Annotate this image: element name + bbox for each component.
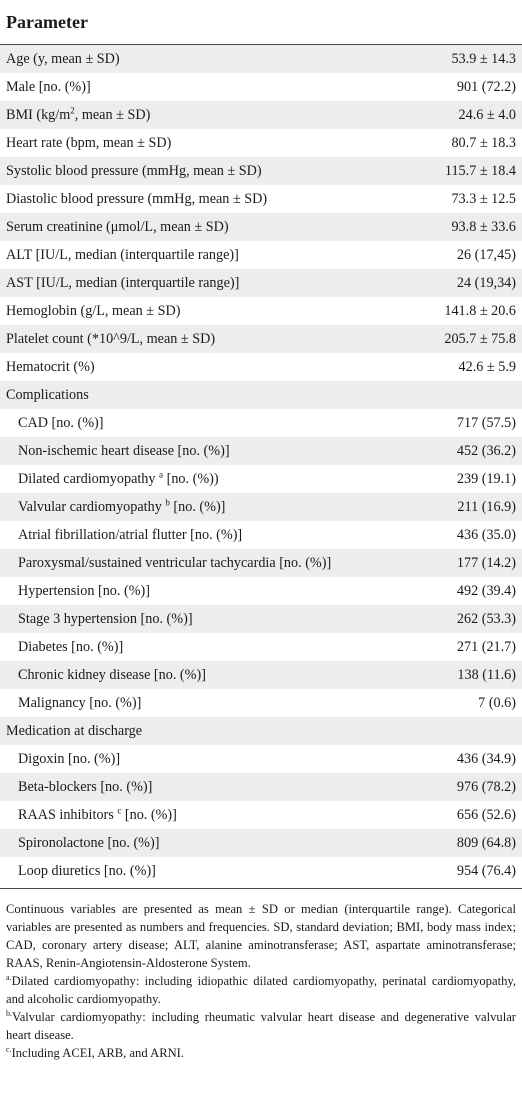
- row-label-text: [no. (%)]: [121, 806, 177, 823]
- row-value: 177 (14.2): [456, 554, 516, 571]
- row-label: Diastolic blood pressure (mmHg, mean ± SD): [6, 190, 268, 207]
- table-notes: [0, 889, 522, 1062]
- table-row: [0, 493, 522, 521]
- row-label: Malignancy [no. (%)]: [18, 694, 142, 711]
- table-body: [0, 45, 522, 885]
- footnote: [6, 972, 516, 1008]
- row-label: ALT [IU/L, median (interquartile range)]: [6, 246, 239, 263]
- row-label: Diabetes [no. (%)]: [18, 638, 124, 655]
- row-value: 211 (16.9): [457, 498, 516, 515]
- row-value: 656 (52.6): [456, 806, 516, 823]
- row-label: Stage 3 hypertension [no. (%)]: [18, 610, 193, 627]
- row-value: 954 (76.4): [456, 862, 516, 879]
- row-label: Hypertension [no. (%)]: [18, 582, 150, 599]
- table-row: [0, 605, 522, 633]
- row-label: Systolic blood pressure (mmHg, mean ± SD): [6, 162, 262, 179]
- row-value: 80.7 ± 18.3: [451, 134, 516, 151]
- row-label: Spironolactone [no. (%)]: [18, 834, 160, 851]
- row-value: 73.3 ± 12.5: [451, 190, 516, 207]
- row-label: AST [IU/L, median (interquartile range)]: [6, 274, 240, 291]
- table-header: [0, 0, 522, 45]
- row-label: Platelet count (*10^9/L, mean ± SD): [6, 330, 216, 347]
- footnote-text: Valvular cardiomyopathy: including rheumatic valvular heart disease and degenerative valvular heart disease.: [6, 1010, 516, 1042]
- table-row: [0, 325, 522, 353]
- row-label-text: Valvular cardiomyopathy: [18, 498, 166, 515]
- row-label: Atrial fibrillation/atrial flutter [no. (%)]: [18, 526, 243, 543]
- row-label: Hematocrit (%): [6, 358, 95, 375]
- row-label-text: Dilated cardiomyopathy: [18, 470, 160, 487]
- table-row: [0, 409, 522, 437]
- row-label-text: , mean ± SD): [74, 106, 151, 123]
- footnote: [6, 1008, 516, 1044]
- row-value: 53.9 ± 14.3: [451, 50, 516, 67]
- table-row: [0, 829, 522, 857]
- row-value: 7 (0.6): [478, 694, 516, 711]
- table-row: [0, 437, 522, 465]
- row-label-superscript: b: [165, 496, 170, 507]
- notes-summary: Continuous variables are presented as mean ± SD or median (interquartile range). Categorical variables are presented as numbers and frequencies. SD, standard deviation; BMI, body mass index; CAD, coronary artery disease; ALT, alanine aminotransferase; AST, aspartate aminotransferase; RAAS, Renin-Angiotensin-Aldosterone System.: [6, 902, 516, 970]
- row-label: Complications: [6, 386, 89, 403]
- row-label: Serum creatinine (μmol/L, mean ± SD): [6, 218, 229, 235]
- table-row: [0, 745, 522, 773]
- footnote-mark: c.: [6, 1044, 12, 1054]
- row-value: 93.8 ± 33.6: [451, 218, 516, 235]
- row-value: 205.7 ± 75.8: [444, 330, 516, 347]
- row-label-superscript: 2: [70, 104, 75, 115]
- footnote-mark: a.: [6, 972, 12, 982]
- table-row: [0, 241, 522, 269]
- row-label: [6, 804, 177, 824]
- row-label-text: BMI (kg/m: [6, 106, 71, 123]
- footnote-mark: b.: [6, 1008, 12, 1018]
- row-label: Paroxysmal/sustained ventricular tachycardia [no. (%)]: [18, 554, 332, 571]
- row-label: Loop diuretics [no. (%)]: [18, 862, 156, 879]
- row-label: Age (y, mean ± SD): [6, 50, 120, 67]
- row-label-text: [no. (%)]: [169, 498, 226, 515]
- row-value: 436 (34.9): [456, 750, 516, 767]
- table-row: [0, 157, 522, 185]
- row-label: Chronic kidney disease [no. (%)]: [18, 666, 206, 683]
- table-row: [0, 45, 522, 73]
- row-value: 26 (17,45): [456, 246, 516, 263]
- table-row: [0, 577, 522, 605]
- table-row: [0, 353, 522, 381]
- row-label: [6, 104, 151, 124]
- row-label: [6, 496, 226, 516]
- row-value: 717 (57.5): [456, 414, 516, 431]
- row-label-superscript: a: [159, 468, 164, 479]
- row-value: 24 (19,34): [456, 274, 516, 291]
- row-value: 901 (72.2): [456, 78, 516, 95]
- row-label: [6, 468, 219, 488]
- table-row: [0, 465, 522, 493]
- row-label-superscript: c: [117, 804, 122, 815]
- row-label: CAD [no. (%)]: [18, 414, 104, 431]
- row-label: Hemoglobin (g/L, mean ± SD): [6, 302, 181, 319]
- row-value: 492 (39.4): [456, 582, 516, 599]
- table-row: [0, 129, 522, 157]
- row-value: 138 (11.6): [457, 666, 516, 683]
- table-row: [0, 185, 522, 213]
- row-label: Beta-blockers [no. (%)]: [18, 778, 153, 795]
- table-row: [0, 297, 522, 325]
- row-value: 809 (64.8): [456, 834, 516, 851]
- row-value: 452 (36.2): [456, 442, 516, 459]
- row-value: 115.7 ± 18.4: [444, 162, 516, 179]
- table-row: [0, 549, 522, 577]
- row-value: 141.8 ± 20.6: [444, 302, 516, 319]
- footnote: [6, 1044, 516, 1062]
- row-value: 24.6 ± 4.0: [458, 106, 516, 123]
- row-value: 271 (21.7): [456, 638, 516, 655]
- table-row: [0, 661, 522, 689]
- row-value: 239 (19.1): [456, 470, 516, 487]
- row-value: 262 (53.3): [456, 610, 516, 627]
- table-row: [0, 633, 522, 661]
- table-row: [0, 857, 522, 885]
- row-value: 436 (35.0): [456, 526, 516, 543]
- table-row: [0, 689, 522, 717]
- table-row: [0, 381, 522, 409]
- row-label: Non-ischemic heart disease [no. (%)]: [18, 442, 230, 459]
- table-row: [0, 269, 522, 297]
- row-label: Male [no. (%)]: [6, 78, 91, 95]
- table-row: [0, 213, 522, 241]
- table-row: [0, 521, 522, 549]
- row-label: Medication at discharge: [6, 722, 143, 739]
- row-value: 42.6 ± 5.9: [458, 358, 516, 375]
- row-label-text: RAAS inhibitors: [18, 806, 118, 823]
- table-row: [0, 773, 522, 801]
- table-row: [0, 101, 522, 129]
- footnote-text: Including ACEI, ARB, and ARNI.: [11, 1046, 185, 1060]
- parameter-column-header: Parameter: [6, 11, 88, 32]
- row-label: Heart rate (bpm, mean ± SD): [6, 134, 172, 151]
- table-row: [0, 73, 522, 101]
- footnote-text: Dilated cardiomyopathy: including idiopathic dilated cardiomyopathy, perinatal cardiomyopathy, and alcoholic cardiomyopathy.: [6, 974, 516, 1006]
- table-row: [0, 717, 522, 745]
- row-label: Digoxin [no. (%)]: [18, 750, 121, 767]
- row-value: 976 (78.2): [456, 778, 516, 795]
- row-label-text: [no. (%)): [163, 470, 219, 487]
- table-row: [0, 801, 522, 829]
